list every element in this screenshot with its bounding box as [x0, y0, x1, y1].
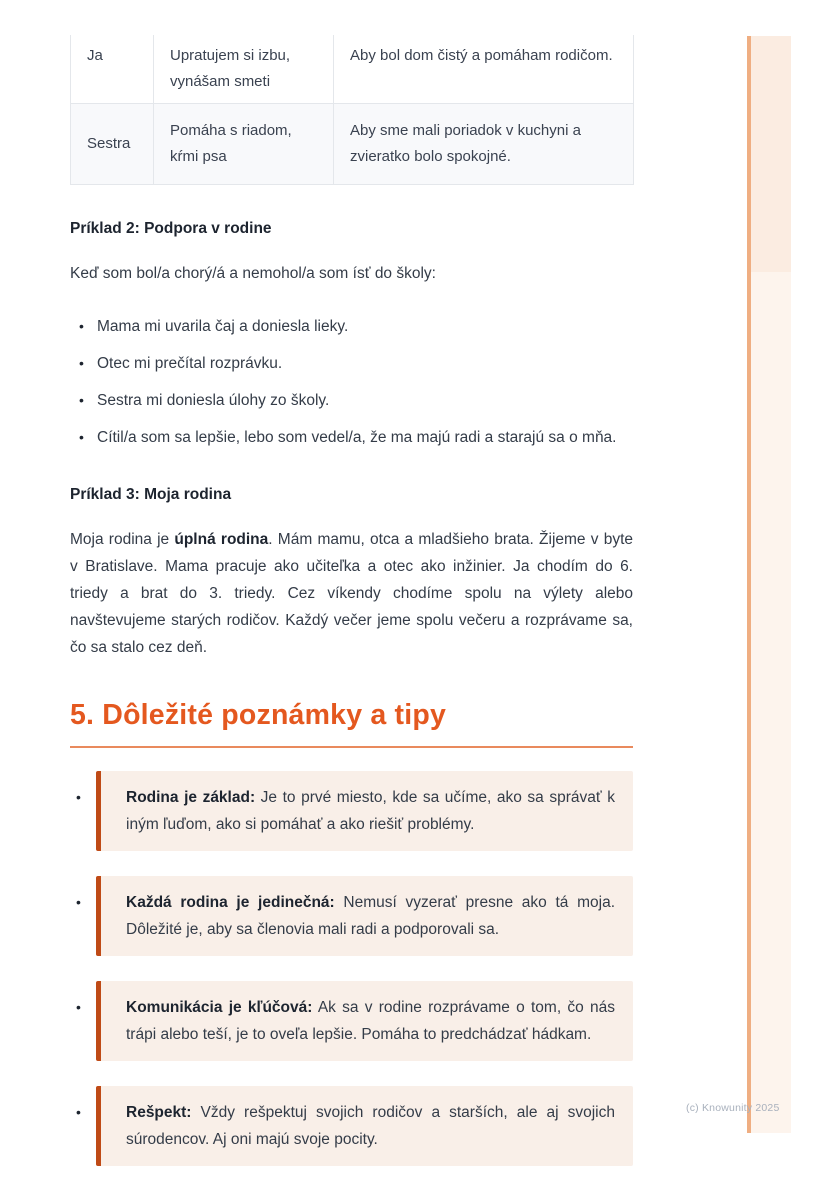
footer-credit: (c) Knowunity 2025 [686, 1102, 780, 1114]
bullet-icon: • [79, 318, 84, 334]
example3-paragraph [70, 526, 633, 661]
tip-label: Rešpekt: [126, 1104, 192, 1121]
section5-heading: 5. Dôležité poznámky a tipy [70, 698, 633, 748]
tip-text: Ak sa v rodine rozprávame o tom, čo nás trápi alebo teší, je to oveľa lepšie. Pomáha to predchádzať hádkam. [126, 999, 615, 1043]
tip-item [70, 876, 633, 956]
bullet-icon: • [76, 1104, 81, 1120]
table-cell-reason: Aby sme mali poriadok v kuchyni a zvieratko bolo spokojné. [334, 104, 634, 185]
tip-text: Je to prvé miesto, kde sa učíme, ako sa správať k iným ľuďom, ako si pomáhať a ako riešiť problémy. [126, 789, 615, 833]
tip-label: Každá rodina je jedinečná: [126, 894, 335, 911]
list-item [70, 424, 633, 451]
paragraph-bold-text: úplná rodina [174, 531, 269, 548]
table-cell-chore: Upratujem si izbu, vynášam smeti [154, 35, 334, 104]
list-item [70, 387, 633, 414]
tip-label: Komunikácia je kľúčová: [126, 999, 313, 1016]
list-item-text: Otec mi prečítal rozprávku. [97, 355, 283, 372]
bullet-icon: • [76, 894, 81, 910]
tip-label: Rodina je základ: [126, 789, 256, 806]
tip-item [70, 981, 633, 1061]
table-row [71, 104, 634, 185]
chores-table [70, 35, 634, 185]
tip-text: Vždy rešpektuj svojich rodičov a starších, ale aj svojich súrodencov. Aj oni majú svoje pocity. [126, 1104, 615, 1148]
list-item [70, 350, 633, 377]
example3-heading: Príklad 3: Moja rodina [70, 486, 232, 503]
list-item-text: Mama mi uvarila čaj a doniesla lieky. [97, 318, 349, 335]
list-item [70, 313, 633, 340]
side-stripe-fill-top [751, 36, 791, 272]
side-stripe-line [747, 36, 751, 1133]
example2-bullet-list [70, 313, 633, 451]
bullet-icon: • [76, 999, 81, 1015]
tip-callout [96, 876, 633, 956]
table-cell-chore: Pomáha s riadom, kŕmi psa [154, 104, 334, 185]
bullet-icon: • [79, 429, 84, 445]
table-cell-member: Ja [71, 35, 154, 104]
tip-callout [96, 771, 633, 851]
tip-callout [96, 981, 633, 1061]
example2-intro: Keď som bol/a chorý/á a nemohol/a som ísť do školy: [70, 265, 436, 282]
bullet-icon: • [76, 789, 81, 805]
bullet-icon: • [79, 355, 84, 371]
tip-item [70, 1086, 633, 1166]
table-cell-reason: Aby bol dom čistý a pomáham rodičom. [334, 35, 634, 104]
tip-item [70, 771, 633, 851]
table-cell-member: Sestra [71, 104, 154, 185]
bullet-icon: • [79, 392, 84, 408]
example2-heading: Príklad 2: Podpora v rodine [70, 220, 272, 237]
table-row [71, 35, 634, 104]
paragraph-text: . Mám mamu, otca a mladšieho brata. Žijeme v byte v Bratislave. Mama pracuje ako učiteľka a otec ako inžinier. Ja chodím do 6. triedy a brat do 3. triedy. Cez víkendy chodíme spolu na výlety alebo navštevujeme starých rodičov. Každý večer jeme spolu večeru a rozprávame sa, čo sa stalo cez deň. [70, 531, 634, 656]
paragraph-text: Moja rodina je [70, 531, 175, 548]
tips-list [70, 771, 633, 1166]
list-item-text: Cítil/a som sa lepšie, lebo som vedel/a, že ma majú radi a starajú sa o mňa. [97, 429, 617, 446]
tip-callout [96, 1086, 633, 1166]
side-stripe-fill-bottom [751, 272, 791, 1133]
tip-text: Nemusí vyzerať presne ako tá moja. Dôležité je, aby sa členovia mali radi a podporovali sa. [126, 894, 616, 938]
list-item-text: Sestra mi doniesla úlohy zo školy. [97, 392, 330, 409]
document-page [70, 0, 633, 1191]
